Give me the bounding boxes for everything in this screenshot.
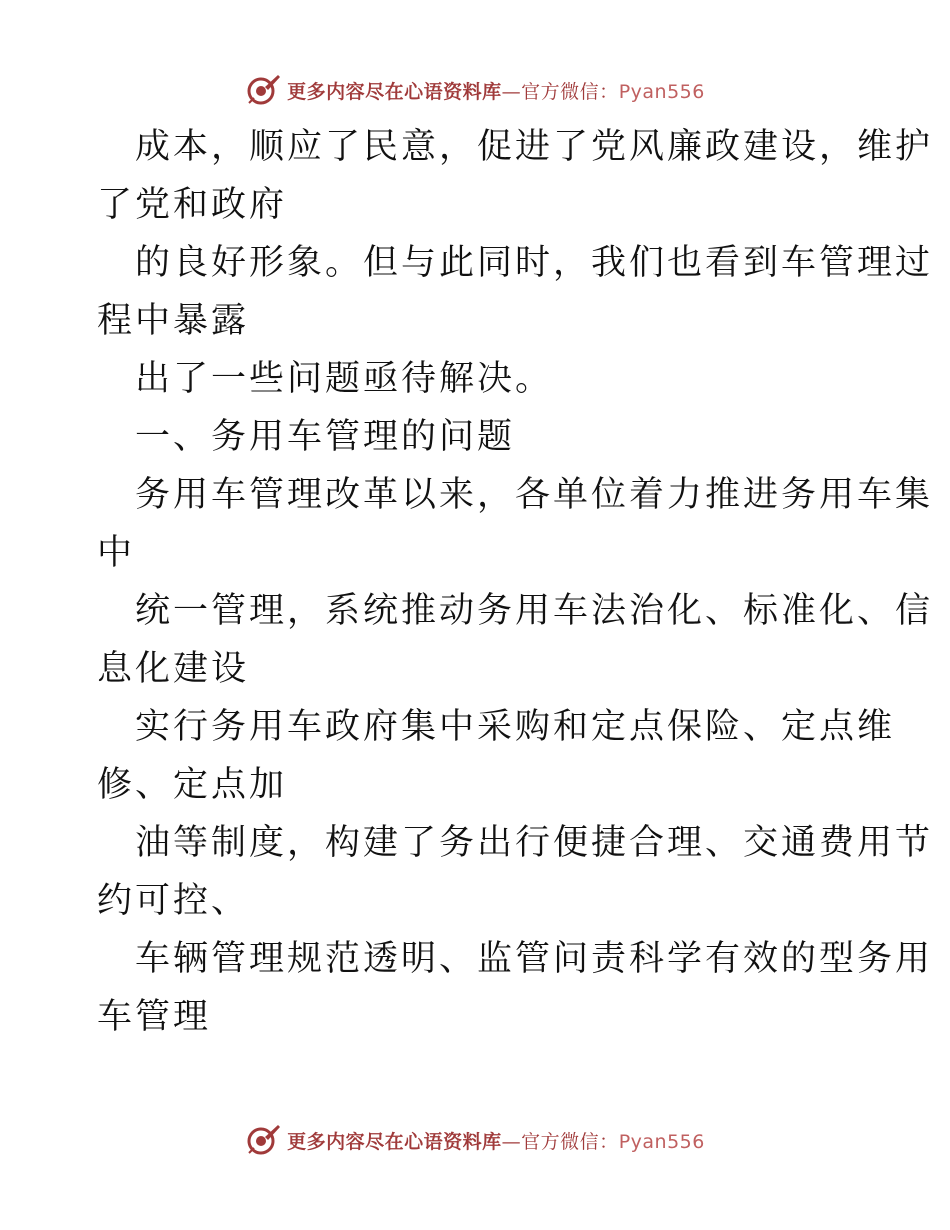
body-line: 程中暴露: [97, 301, 250, 341]
body-line: 的良好形象。但与此同时，我们也看到车管理过: [135, 243, 934, 283]
watermark-text: 更多内容尽在心语资料库—官方微信：Pyan556: [287, 1130, 705, 1153]
body-line: 务用车管理改革以来，各单位着力推进务用车集: [135, 475, 934, 515]
body-line: 修、定点加: [97, 765, 288, 805]
section-heading: 一、务用车管理的问题: [135, 417, 516, 457]
body-line: 约可控、: [97, 881, 250, 921]
pen-logo-icon: [245, 72, 281, 108]
pen-logo-icon: [245, 1122, 281, 1158]
body-line: 车辆管理规范透明、监管问责科学有效的型务用: [135, 939, 934, 979]
footer-watermark: [0, 1120, 950, 1160]
document-body: [97, 118, 934, 1046]
body-line: 车管理: [97, 997, 212, 1037]
body-line: 油等制度，构建了务出行便捷合理、交通费用节: [135, 823, 934, 863]
body-line: 息化建设: [97, 649, 250, 689]
body-line: 中: [97, 533, 136, 573]
body-line: 统一管理，系统推动务用车法治化、标准化、信: [135, 591, 934, 631]
header-watermark: [0, 70, 950, 110]
body-line: 出了一些问题亟待解决。: [135, 359, 554, 399]
body-line: 实行务用车政府集中采购和定点保险、定点维: [135, 707, 896, 747]
body-line: 了党和政府: [97, 185, 288, 225]
body-line: 成本，顺应了民意，促进了党风廉政建设，维护: [135, 127, 934, 167]
watermark-text: 更多内容尽在心语资料库—官方微信：Pyan556: [287, 80, 705, 103]
